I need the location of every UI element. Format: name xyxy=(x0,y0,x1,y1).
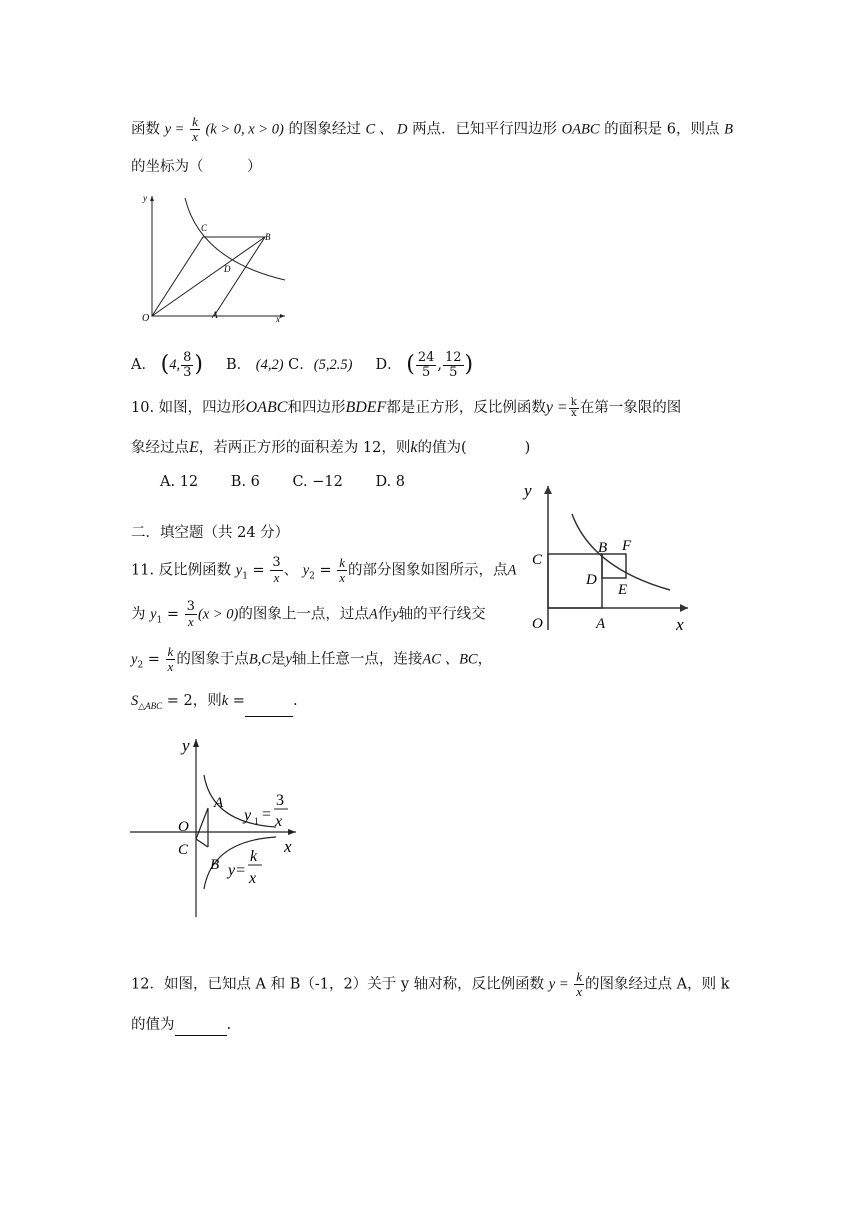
q9-options xyxy=(131,350,473,380)
svg-text:B: B xyxy=(598,540,608,556)
svg-text:y=: y= xyxy=(228,862,246,879)
fraction-k-over-x: $\frac{k}{x}$ xyxy=(192,114,198,144)
answer-blank[interactable] xyxy=(245,716,293,717)
svg-text:3: 3 xyxy=(276,792,284,809)
section-heading: 二．填空题（共 24 分） xyxy=(131,525,290,541)
option-c[interactable]: C．(5,2.5) xyxy=(288,357,353,373)
q11-line4: $S_{\triangle ABC} = 2$，则k = . xyxy=(131,690,298,717)
svg-text:y: y xyxy=(182,736,190,755)
svg-text:x: x xyxy=(249,870,257,887)
q11-line2: 为 $y_1$ = $\frac{3}{x}$ (x > 0)的图象上一点，过点A作y轴的平行线交 xyxy=(131,599,486,629)
svg-text:A: A xyxy=(596,616,606,632)
svg-text:B: B xyxy=(210,857,220,873)
svg-text:D: D xyxy=(586,572,597,588)
option-a[interactable]: A. 12 xyxy=(160,474,199,490)
option-c[interactable]: C. −12 xyxy=(292,474,343,490)
answer-blank[interactable] xyxy=(175,1035,227,1036)
q10-line1: 10. 如图，四边形OABC和四边形BDEF都是正方形，反比例函数y = $\frac{k}{x}$ 在第一象限的图 xyxy=(131,396,682,419)
svg-text:x: x xyxy=(275,813,283,830)
svg-text:C: C xyxy=(201,223,208,233)
option-a[interactable]: A． (4, $\frac{8}{3}$ ) xyxy=(131,349,203,380)
option-d[interactable]: D. 8 xyxy=(375,474,406,490)
q11-line1: 11. 反比例函数 $y_1$ = $\frac{3}{x}$ 、 $y_2$ = $\frac{k}{x}$ 的部分图象如图所示，点A xyxy=(131,555,517,585)
svg-text:x: x xyxy=(676,615,684,634)
option-b[interactable]: B． (4,2) xyxy=(225,357,284,373)
svg-text:y: y xyxy=(143,193,147,203)
svg-text:k: k xyxy=(250,848,258,865)
q11-figure xyxy=(126,735,310,920)
svg-text:C: C xyxy=(532,552,543,568)
svg-text:x: x xyxy=(276,314,280,324)
svg-text:D: D xyxy=(224,264,231,274)
svg-text:B: B xyxy=(265,232,271,242)
svg-text:y: y xyxy=(524,481,532,500)
diagonal-ob xyxy=(152,237,265,316)
svg-text:F: F xyxy=(622,538,632,554)
svg-text:C: C xyxy=(178,842,189,858)
q9-line2: 的坐标为（ ） xyxy=(131,159,262,175)
q10-figure xyxy=(520,478,700,638)
q9-line1: 函数 y = $\frac{k}{x}$ (k > 0, x > 0) 的图象经过 C 、 D 两点．已知平行四边形 OABC 的面积是 6，则点 B xyxy=(131,114,733,144)
option-b[interactable]: B. 6 xyxy=(230,474,260,490)
q12-line2: 的值为 . xyxy=(131,1014,231,1036)
svg-text:1: 1 xyxy=(254,816,259,826)
option-d[interactable]: D． ( $\frac{24}{5}$ , $\frac{12}{5}$ ) xyxy=(375,349,474,380)
svg-text:y: y xyxy=(244,807,252,824)
q12-line1: 12．如图，已知点 A 和 B（-1，2）关于 y 轴对称，反比例函数 y = $\frac{k}{x}$ 的图象经过点 A，则 k xyxy=(131,969,730,999)
q11-line3: $y_2$ = $\frac{k}{x}$ 的图象于点B,C是y轴上任意一点，连接AC 、BC， xyxy=(131,644,493,674)
svg-text:=: = xyxy=(262,806,272,823)
q10-options xyxy=(160,471,433,493)
svg-text:A: A xyxy=(214,795,224,811)
svg-text:O: O xyxy=(142,313,150,324)
q9-figure xyxy=(130,190,290,325)
svg-text:A: A xyxy=(212,310,218,320)
svg-text:O: O xyxy=(178,819,189,835)
svg-text:x: x xyxy=(284,837,292,856)
q10-line2: 象经过点E，若两正方形的面积差为 12，则k的值为( ) xyxy=(131,439,531,456)
svg-text:O: O xyxy=(532,616,543,632)
svg-text:E: E xyxy=(618,582,628,598)
